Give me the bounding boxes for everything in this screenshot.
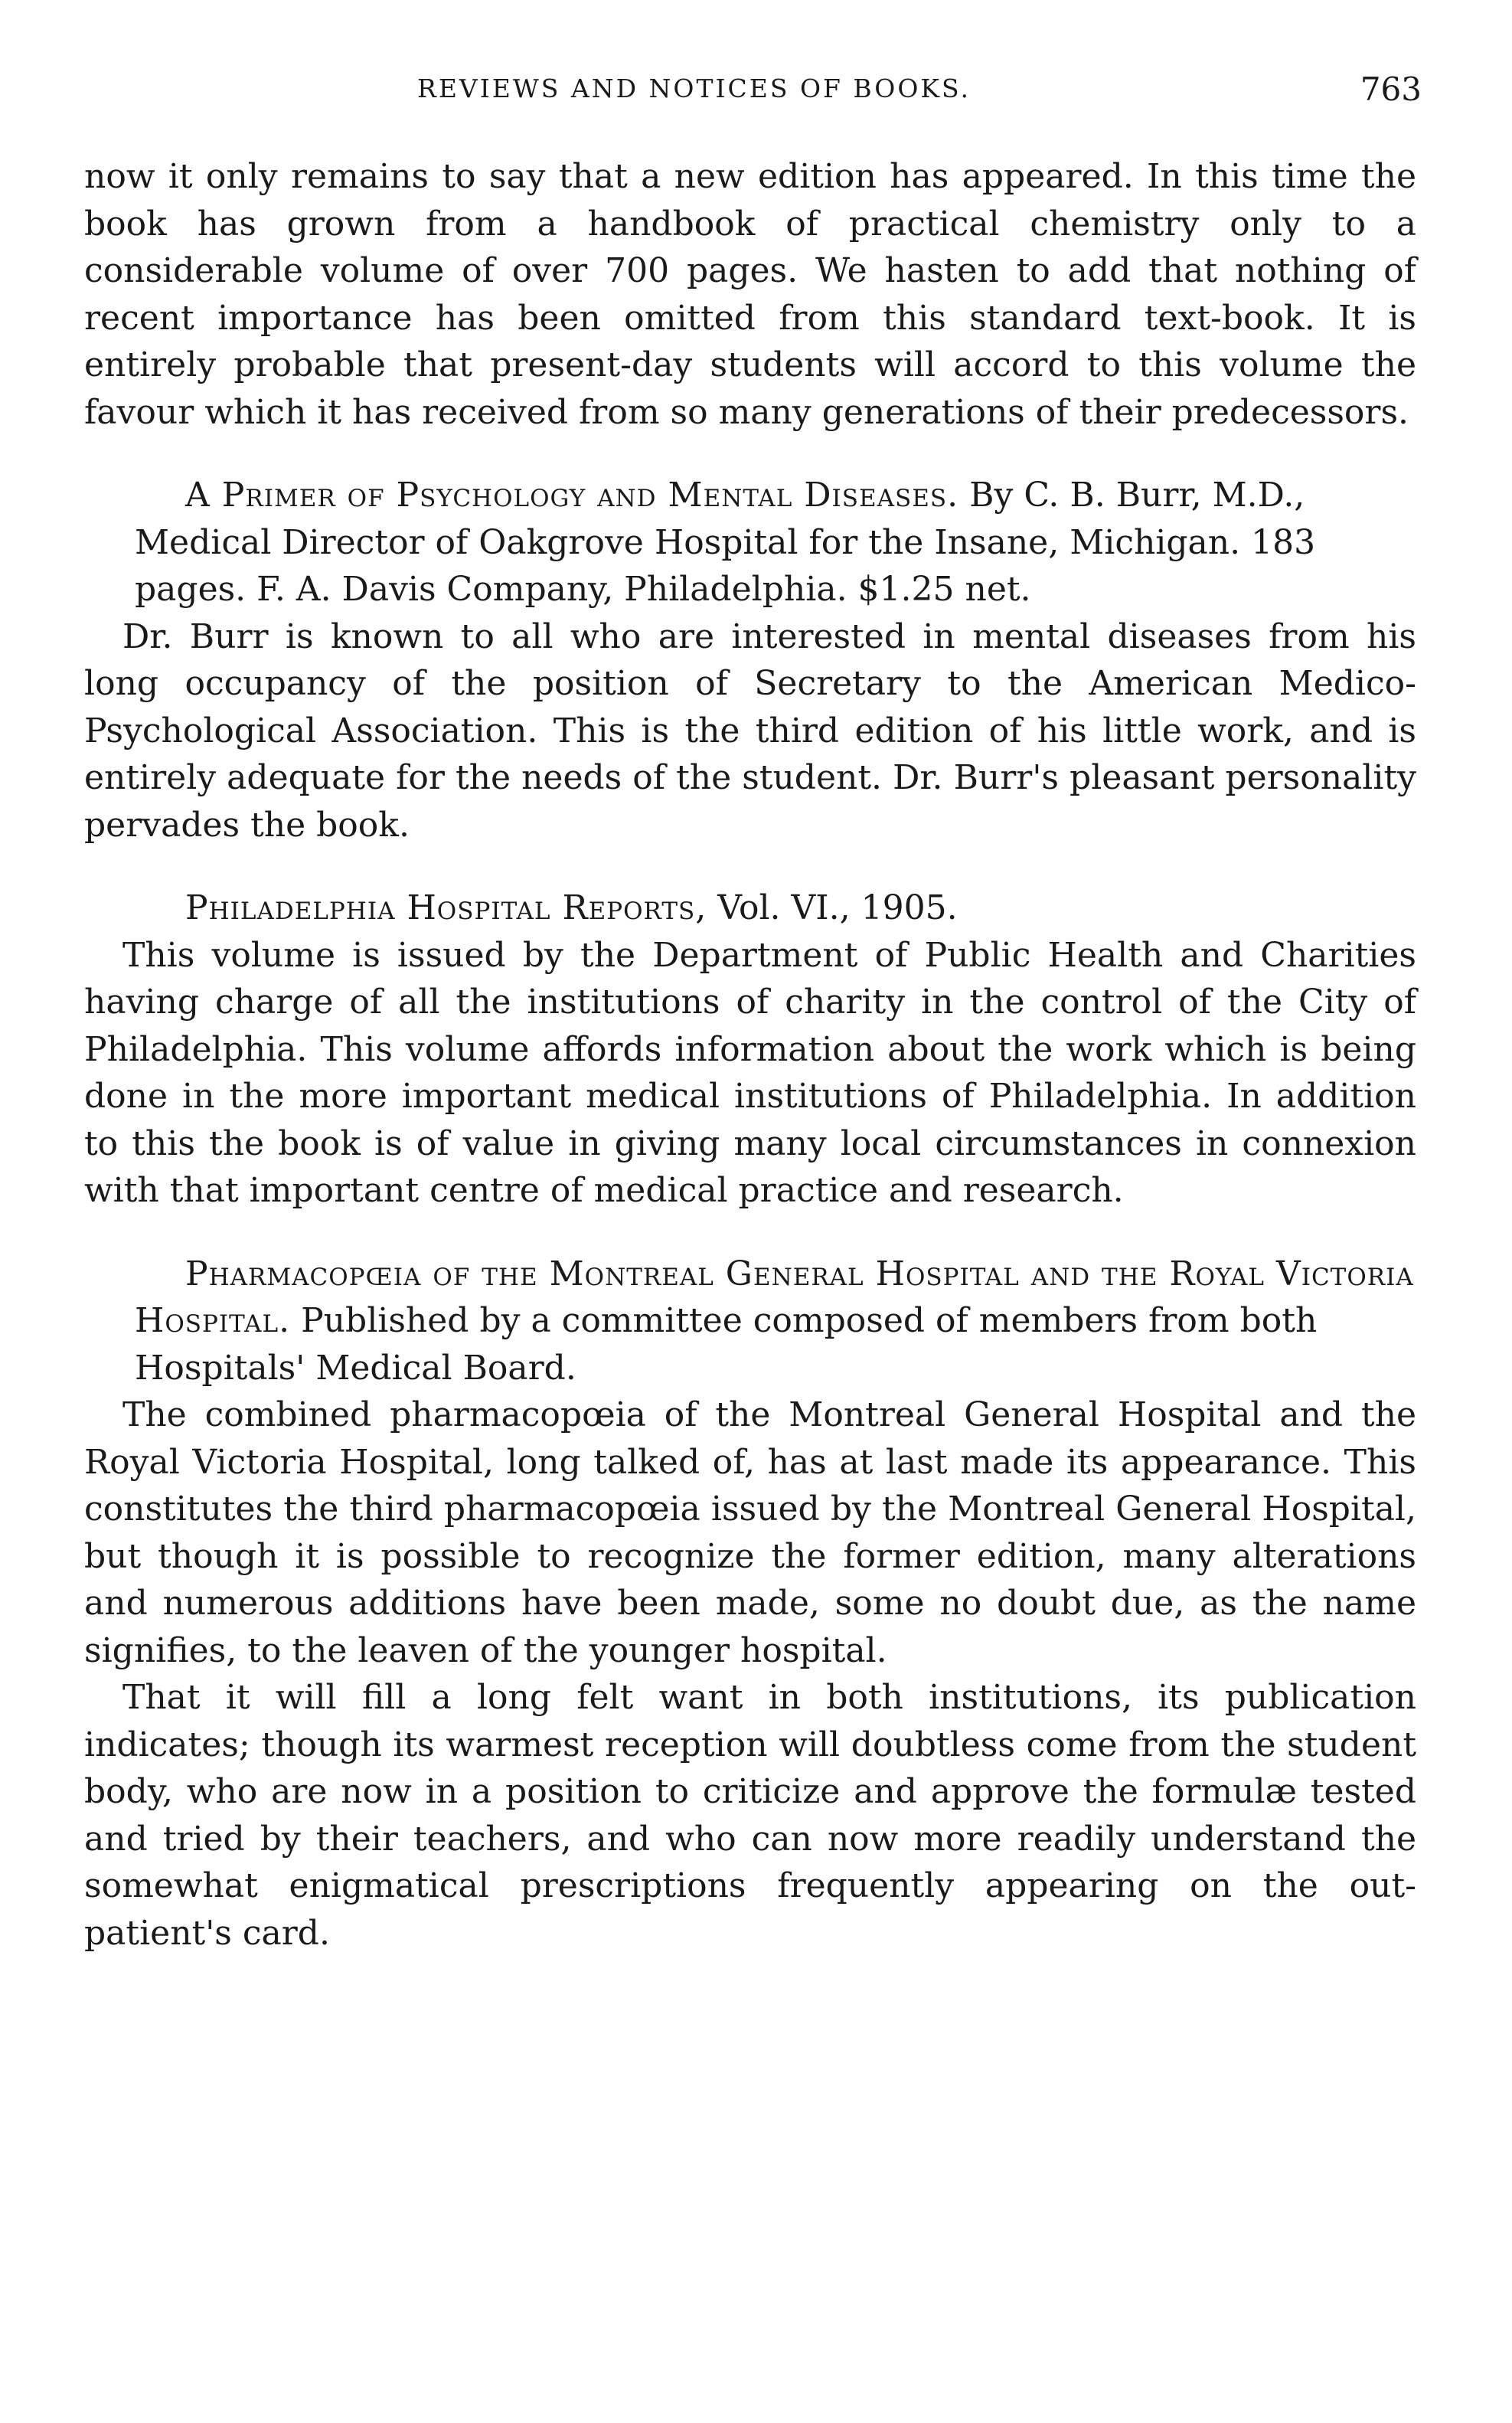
review-details: Published by a committee composed of members from both Hospitals' Medical Board. — [135, 1301, 1318, 1388]
review-title: Philadelphia Hospital Reports, — [185, 888, 707, 927]
review-body — [84, 1391, 1416, 1957]
review-paragraph: Dr. Burr is known to all who are interested in mental diseases from his long occupancy of the position of Secretary to the American Medico-Psychological Association. This is the third edition of his little work, and is entirely adequate for the needs of the student. Dr. Burr's pleasant personality pervades the book. — [84, 616, 1416, 845]
running-title: REVIEWS AND NOTICES OF BOOKS. — [417, 74, 971, 103]
review-body — [84, 932, 1416, 1215]
review-paragraph: That it will fill a long felt want in both institutions, its publication indicates; though its warmest reception will doubtless come from the student body, who are now in a position to criticize and approve the formulæ tested and tried by their teachers, and who can now more readily understand the somewhat enigmatical prescriptions frequently appearing on the out-patient's card. — [84, 1678, 1416, 1953]
review-details: By C. B. Burr, M.D., Medical Director of Oakgrove Hospital for the Insane, Michigan. 183 pages. F. A. Davis Company, Philadelphia. $1.25 net. — [135, 476, 1316, 609]
review-paragraph: The combined pharmacopœia of the Montreal General Hospital and the Royal Victoria Hospital, long talked of, has at last made its appearance. This constitutes the third pharmacopœia issued by the Montreal General Hospital, but though it is possible to recognize the former edition, many alterations and numerous additions have been made, some no doubt due, as the name signifies, to the leaven of the younger hospital. — [84, 1395, 1416, 1670]
continuation-paragraph: now it only remains to say that a new edition has appeared. In this time the book has grown from a handbook of practical chemistry only to a considerable volume of over 700 pages. We hasten to add that nothing of recent importance has been omitted from this standard text-book. It is entirely probable that present-day students will accord to this volume the favour which it has received from so many generations of their predecessors. — [84, 157, 1416, 432]
running-head — [0, 70, 1512, 119]
review-title: A Primer of Psychology and Mental Diseases. — [185, 476, 959, 515]
review-heading — [84, 1251, 1416, 1392]
review-philadelphia-reports — [84, 885, 1416, 1215]
review-primer-psychology — [84, 472, 1416, 849]
page-number: 763 — [1360, 70, 1422, 108]
page-body — [84, 153, 1416, 1957]
review-details: Vol. VI., 1905. — [717, 888, 958, 927]
review-paragraph: This volume is issued by the Department of Public Health and Charities having charge of all the institutions of charity in the control of the City of Philadelphia. This volume affords information about the work which is being done in the more important medical institutions of Philadelphia. In addition to this the book is of value in giving many local circumstances in connexion with that important centre of medical practice and research. — [84, 935, 1416, 1210]
review-heading — [84, 885, 1416, 932]
review-montreal-pharmacopoeia — [84, 1251, 1416, 1957]
review-body — [84, 613, 1416, 849]
review-heading — [84, 472, 1416, 613]
review-title: Pharmacopœia of the Montreal General Hospital and the Royal Victoria Hospital. — [135, 1254, 1414, 1340]
